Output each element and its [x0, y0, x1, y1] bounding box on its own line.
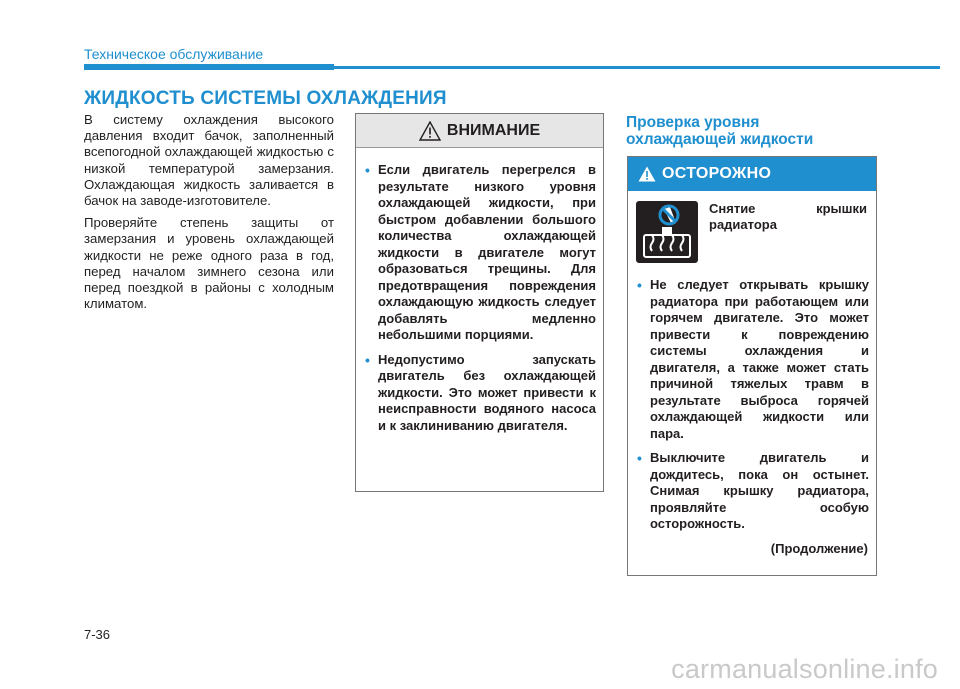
caution-label: ОСТОРОЖНО — [662, 165, 772, 182]
subsection-heading — [626, 114, 876, 148]
body-paragraph: В систему охлаждения высокого давления входит бачок, заполненный всепогодной охлаждающей жидкостью с низкой температурой замерзания. Охлаждающая жидкость заливается в бачок на заводе-изготовителе. — [84, 112, 334, 209]
bullet-dot-icon: • — [637, 450, 642, 466]
caption-line: радиатора — [709, 217, 777, 232]
caution-item-text: Выключите двигатель и дождитесь, пока он остынет. Снимая крышку радиатора, проявляйте особую осторожность. — [650, 450, 869, 531]
warning-label: ВНИМАНИЕ — [446, 121, 541, 139]
list-item — [635, 277, 869, 442]
section-heading: ЖИДКОСТЬ СИСТЕМЫ ОХЛАЖДЕНИЯ — [84, 88, 447, 109]
running-header: Техническое обслуживание — [84, 46, 264, 62]
hot-radiator-no-touch-icon — [636, 201, 698, 263]
list-item — [363, 352, 596, 435]
caution-item-text: Не следует открывать крышку радиатора при работающем или горячем двигателе. Это может привести к повреждению системы охлаждения и двигателя, а также может стать причиной тяжелых травм в результате выброса горячей охлаждающей жидкости или пара. — [650, 277, 869, 441]
page-number: 7-36 — [84, 627, 111, 642]
warning-box — [355, 113, 604, 492]
warning-header — [356, 114, 603, 148]
bullet-dot-icon: • — [365, 162, 370, 178]
list-item — [635, 450, 869, 533]
caution-box — [627, 156, 877, 576]
warning-item-text: Если двигатель перегрелся в результате низкого уровня охлаждающей жидкости, при быстром добавлении большого количества охлаждающей жидкости в двигателе могут образоваться трещины. Для предотвращения повреждения охлаждающую жидкость следует добавлять медленно небольшими порциями. — [378, 162, 596, 342]
bullet-dot-icon: • — [365, 351, 370, 368]
warning-triangle-icon — [638, 166, 656, 182]
header-rule-accent — [84, 64, 334, 70]
caution-list — [628, 263, 876, 533]
continued-note: (Продолжение) — [770, 540, 868, 556]
watermark: carmanualsonline.info — [671, 654, 938, 684]
caption-line: Снятие крышки — [709, 201, 867, 216]
warning-list — [356, 148, 603, 434]
caution-image-caption — [709, 201, 867, 263]
warning-triangle-icon — [419, 121, 441, 141]
bullet-dot-icon: • — [637, 277, 642, 293]
body-paragraph: Проверяйте степень защиты от замерзания и уровень охлаждающей жидкости не реже одного раза в год, перед началом зимнего сезона или перед поездкой в районы с холодным климатом. — [84, 215, 334, 312]
subsection-heading-line: охлаждающей жидкости — [626, 131, 814, 148]
warning-item-text: Недопустимо запускать двигатель без охлаждающей жидкости. Это может привести к неисправности водяного насоса и к заклиниванию двигателя. — [378, 351, 596, 433]
body-text — [84, 112, 334, 318]
list-item — [363, 162, 596, 344]
caution-image-row — [628, 191, 876, 263]
subsection-heading-line: Проверка уровня — [626, 114, 760, 131]
caution-header — [628, 157, 876, 191]
